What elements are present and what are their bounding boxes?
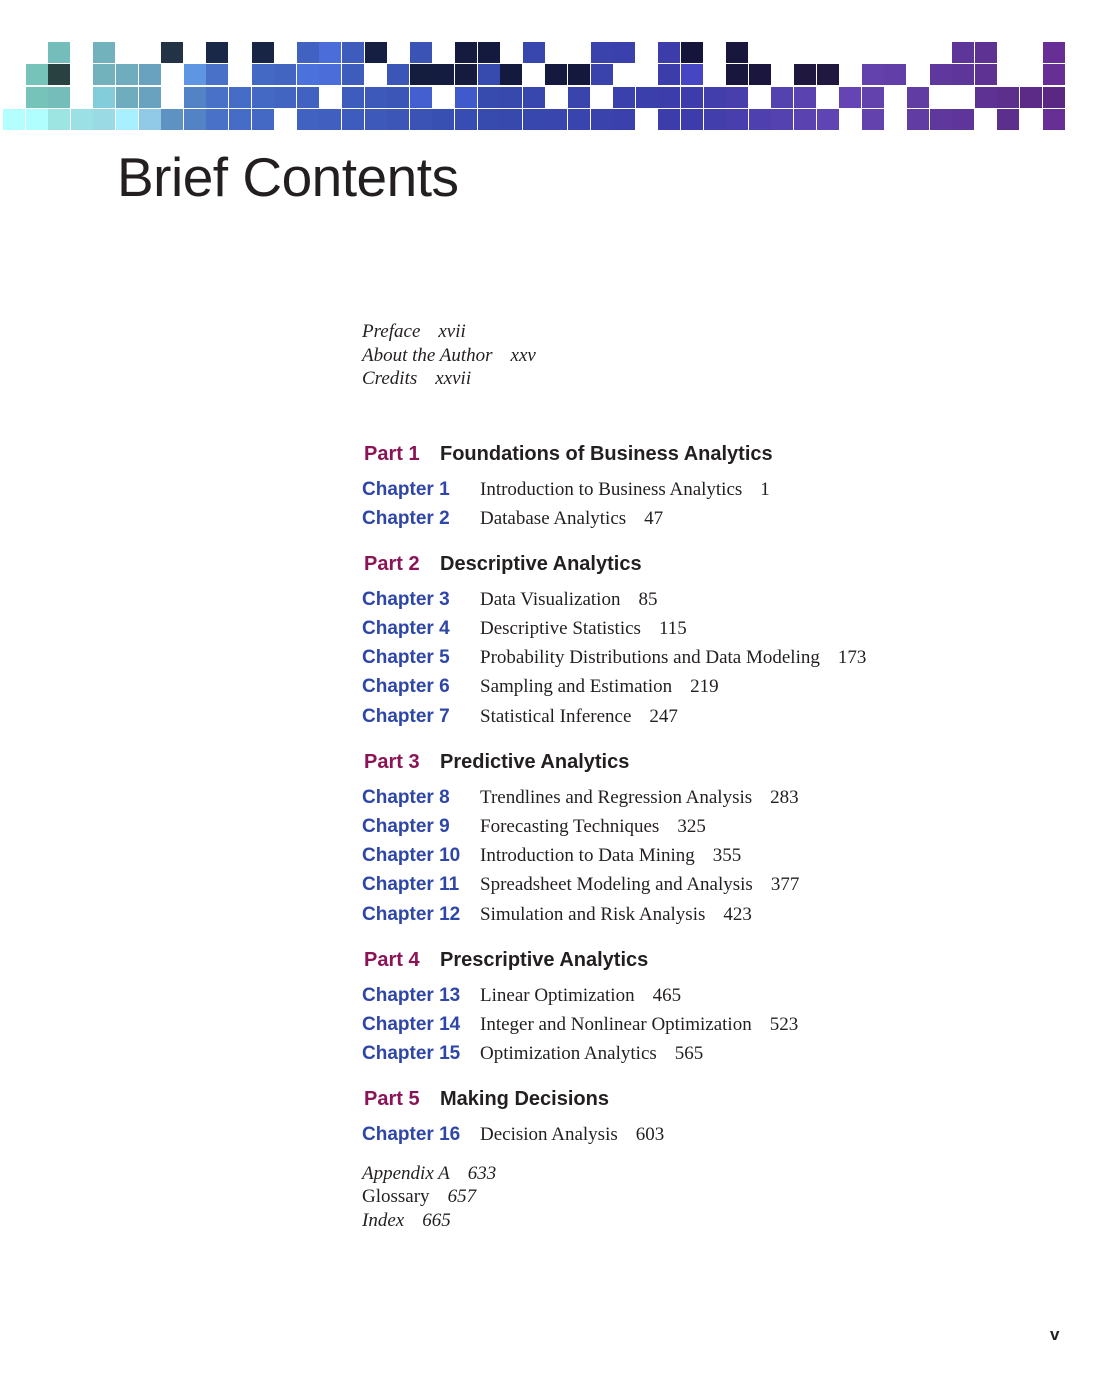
mosaic-tile	[48, 64, 70, 85]
mosaic-tile	[342, 42, 364, 63]
mosaic-tile	[1043, 64, 1065, 85]
mosaic-tile	[1043, 109, 1065, 130]
mosaic-tile	[410, 109, 432, 130]
mosaic-tile	[252, 42, 274, 63]
mosaic-tile	[771, 109, 793, 130]
chapter-entry[interactable]: Chapter 13 Linear Optimization 465	[362, 984, 682, 1006]
mosaic-tile	[139, 87, 161, 108]
mosaic-tile	[1043, 87, 1065, 108]
mosaic-tile	[749, 64, 771, 85]
mosaic-tile	[432, 64, 454, 85]
mosaic-tile	[432, 109, 454, 130]
chapter-entry[interactable]: Chapter 16 Decision Analysis 603	[362, 1124, 665, 1146]
back-matter	[362, 1162, 1062, 1233]
part-title: Prescriptive Analytics	[440, 948, 649, 971]
part-title: Predictive Analytics	[440, 750, 630, 773]
mosaic-tile	[410, 64, 432, 85]
front-matter	[362, 320, 1062, 391]
mosaic-tile	[26, 87, 48, 108]
mosaic-tile	[975, 64, 997, 85]
mosaic-tile	[206, 109, 228, 130]
mosaic-tile	[478, 42, 500, 63]
back-matter-entry[interactable]: Appendix A 633	[362, 1162, 497, 1184]
mosaic-tile	[726, 109, 748, 130]
mosaic-tile	[3, 109, 25, 130]
mosaic-tile	[342, 64, 364, 85]
mosaic-tile	[681, 109, 703, 130]
front-matter-entry[interactable]: Preface xvii	[362, 321, 466, 342]
mosaic-tile	[71, 109, 93, 130]
mosaic-tile	[206, 87, 228, 108]
mosaic-tile	[613, 42, 635, 63]
mosaic-tile	[206, 64, 228, 85]
mosaic-tile	[297, 109, 319, 130]
part-label: Part 5	[364, 1088, 420, 1111]
part-3	[362, 747, 1062, 929]
back-matter-entry[interactable]: Glossary 657	[362, 1186, 477, 1207]
mosaic-tile	[591, 64, 613, 85]
part-2	[362, 549, 1062, 731]
chapter-entry[interactable]: Chapter 15 Optimization Analytics 565	[362, 1043, 704, 1065]
mosaic-tile	[93, 64, 115, 85]
mosaic-tile	[455, 109, 477, 130]
mosaic-tile	[1020, 87, 1042, 108]
mosaic-tile	[545, 109, 567, 130]
mosaic-tile	[613, 87, 635, 108]
part-4	[362, 945, 1062, 1069]
mosaic-tile	[48, 109, 70, 130]
mosaic-tile	[839, 87, 861, 108]
chapter-entry[interactable]: Chapter 8 Trendlines and Regression Analysis 283	[362, 786, 799, 808]
mosaic-tile	[591, 109, 613, 130]
part-heading[interactable]	[362, 549, 1062, 579]
mosaic-tile	[500, 109, 522, 130]
mosaic-tile	[455, 64, 477, 85]
mosaic-tile	[274, 64, 296, 85]
mosaic-tile	[319, 109, 341, 130]
mosaic-tile	[704, 87, 726, 108]
mosaic-tile	[387, 109, 409, 130]
chapter-entry[interactable]: Chapter 1 Introduction to Business Analytics 1	[362, 478, 770, 500]
mosaic-tile	[817, 109, 839, 130]
mosaic-tile	[907, 87, 929, 108]
mosaic-tile	[523, 42, 545, 63]
mosaic-tile	[206, 42, 228, 63]
mosaic-tile	[568, 109, 590, 130]
mosaic-tile	[884, 64, 906, 85]
part-label: Part 1	[364, 442, 420, 465]
mosaic-tile	[997, 109, 1019, 130]
mosaic-tile	[862, 64, 884, 85]
mosaic-tile	[975, 42, 997, 63]
mosaic-tile	[319, 64, 341, 85]
mosaic-tile	[975, 87, 997, 108]
mosaic-tile	[681, 64, 703, 85]
mosaic-tile	[387, 64, 409, 85]
mosaic-tile	[455, 87, 477, 108]
part-title: Foundations of Business Analytics	[440, 442, 773, 465]
mosaic-tile	[726, 87, 748, 108]
mosaic-tile	[704, 109, 726, 130]
mosaic-tile	[907, 109, 929, 130]
mosaic-tile	[365, 42, 387, 63]
mosaic-tile	[48, 87, 70, 108]
mosaic-tile	[229, 109, 251, 130]
mosaic-tile	[274, 87, 296, 108]
mosaic-tile	[93, 109, 115, 130]
mosaic-tile	[93, 42, 115, 63]
mosaic-tile	[681, 42, 703, 63]
mosaic-tile	[726, 42, 748, 63]
part-1	[362, 439, 1062, 533]
mosaic-tile	[591, 42, 613, 63]
table-of-contents	[362, 320, 1062, 1232]
chapter-entry[interactable]: Chapter 10 Introduction to Data Mining 355	[362, 845, 742, 867]
mosaic-tile	[139, 64, 161, 85]
mosaic-tile	[478, 109, 500, 130]
chapter-entry[interactable]: Chapter 14 Integer and Nonlinear Optimization 523	[362, 1013, 799, 1035]
part-label: Part 3	[364, 750, 420, 773]
mosaic-tile	[184, 109, 206, 130]
mosaic-tile	[161, 109, 183, 130]
part-heading[interactable]	[362, 747, 1062, 777]
chapter-entry[interactable]: Chapter 12 Simulation and Risk Analysis 423	[362, 903, 752, 925]
mosaic-tile	[365, 87, 387, 108]
mosaic-tile	[658, 64, 680, 85]
part-label: Part 2	[364, 552, 420, 575]
mosaic-tile	[342, 109, 364, 130]
chapter-entry[interactable]: Chapter 6 Sampling and Estimation 219	[362, 676, 719, 698]
page-title: Brief Contents	[117, 146, 459, 208]
mosaic-tile	[545, 64, 567, 85]
mosaic-tile	[749, 109, 771, 130]
mosaic-tile	[139, 109, 161, 130]
mosaic-tile	[365, 109, 387, 130]
mosaic-tile	[771, 87, 793, 108]
mosaic-tile	[500, 64, 522, 85]
mosaic-tile	[952, 64, 974, 85]
mosaic-tile	[930, 109, 952, 130]
mosaic-tile	[297, 42, 319, 63]
mosaic-tile	[455, 42, 477, 63]
part-title: Descriptive Analytics	[440, 552, 642, 575]
mosaic-tile	[387, 87, 409, 108]
part-heading[interactable]	[362, 439, 1062, 469]
mosaic-tile	[93, 87, 115, 108]
chapter-entry[interactable]: Chapter 3 Data Visualization 85	[362, 588, 658, 610]
mosaic-tile	[930, 64, 952, 85]
mosaic-tile	[636, 87, 658, 108]
mosaic-tile	[319, 42, 341, 63]
mosaic-tile	[410, 42, 432, 63]
mosaic-tile	[523, 87, 545, 108]
mosaic-tile	[726, 64, 748, 85]
back-matter-entry[interactable]: Index 665	[362, 1209, 451, 1231]
mosaic-tile	[478, 87, 500, 108]
mosaic-tile	[952, 42, 974, 63]
mosaic-tile	[252, 87, 274, 108]
mosaic-tile	[26, 109, 48, 130]
mosaic-tile	[817, 64, 839, 85]
front-matter-entry[interactable]: About the Author xxv	[362, 344, 536, 366]
mosaic-tile	[478, 64, 500, 85]
part-5	[362, 1084, 1062, 1149]
mosaic-tile	[116, 87, 138, 108]
chapter-entry[interactable]: Chapter 7 Statistical Inference 247	[362, 705, 678, 727]
mosaic-tile	[997, 87, 1019, 108]
mosaic-tile	[410, 87, 432, 108]
mosaic-tile	[161, 42, 183, 63]
page-number: v	[1050, 1325, 1060, 1344]
chapter-entry[interactable]: Chapter 9 Forecasting Techniques 325	[362, 816, 706, 837]
front-matter-entry[interactable]: Credits xxvii	[362, 368, 472, 389]
mosaic-tile	[862, 109, 884, 130]
chapter-entry[interactable]: Chapter 11 Spreadsheet Modeling and Analysis 377	[362, 874, 800, 896]
mosaic-tile	[252, 64, 274, 85]
mosaic-tile	[794, 64, 816, 85]
mosaic-tile	[116, 64, 138, 85]
mosaic-tile	[568, 64, 590, 85]
part-title: Making Decisions	[440, 1088, 609, 1111]
mosaic-tile	[342, 87, 364, 108]
mosaic-tile	[681, 87, 703, 108]
mosaic-tile	[658, 87, 680, 108]
part-heading[interactable]	[362, 1084, 1062, 1114]
mosaic-tile	[500, 87, 522, 108]
mosaic-tile	[794, 87, 816, 108]
chapter-entry[interactable]: Chapter 2 Database Analytics 47	[362, 507, 664, 529]
mosaic-tile	[116, 109, 138, 130]
chapter-entry[interactable]: Chapter 5 Probability Distributions and Data Modeling 173	[362, 647, 867, 669]
mosaic-tile	[862, 87, 884, 108]
mosaic-tile	[952, 109, 974, 130]
header-mosaic-decoration	[0, 0, 1120, 140]
mosaic-tile	[658, 109, 680, 130]
chapter-entry[interactable]: Chapter 4 Descriptive Statistics 115	[362, 618, 687, 640]
mosaic-tile	[1043, 42, 1065, 63]
mosaic-tile	[297, 87, 319, 108]
mosaic-tile	[568, 87, 590, 108]
part-heading[interactable]	[362, 945, 1062, 975]
mosaic-tile	[252, 109, 274, 130]
mosaic-tile	[184, 64, 206, 85]
part-label: Part 4	[364, 948, 420, 971]
mosaic-tile	[613, 109, 635, 130]
mosaic-tile	[794, 109, 816, 130]
mosaic-tile	[26, 64, 48, 85]
mosaic-tile	[297, 64, 319, 85]
mosaic-tile	[48, 42, 70, 63]
mosaic-tile	[658, 42, 680, 63]
mosaic-tile	[229, 87, 251, 108]
mosaic-tile	[184, 87, 206, 108]
mosaic-tile	[523, 109, 545, 130]
